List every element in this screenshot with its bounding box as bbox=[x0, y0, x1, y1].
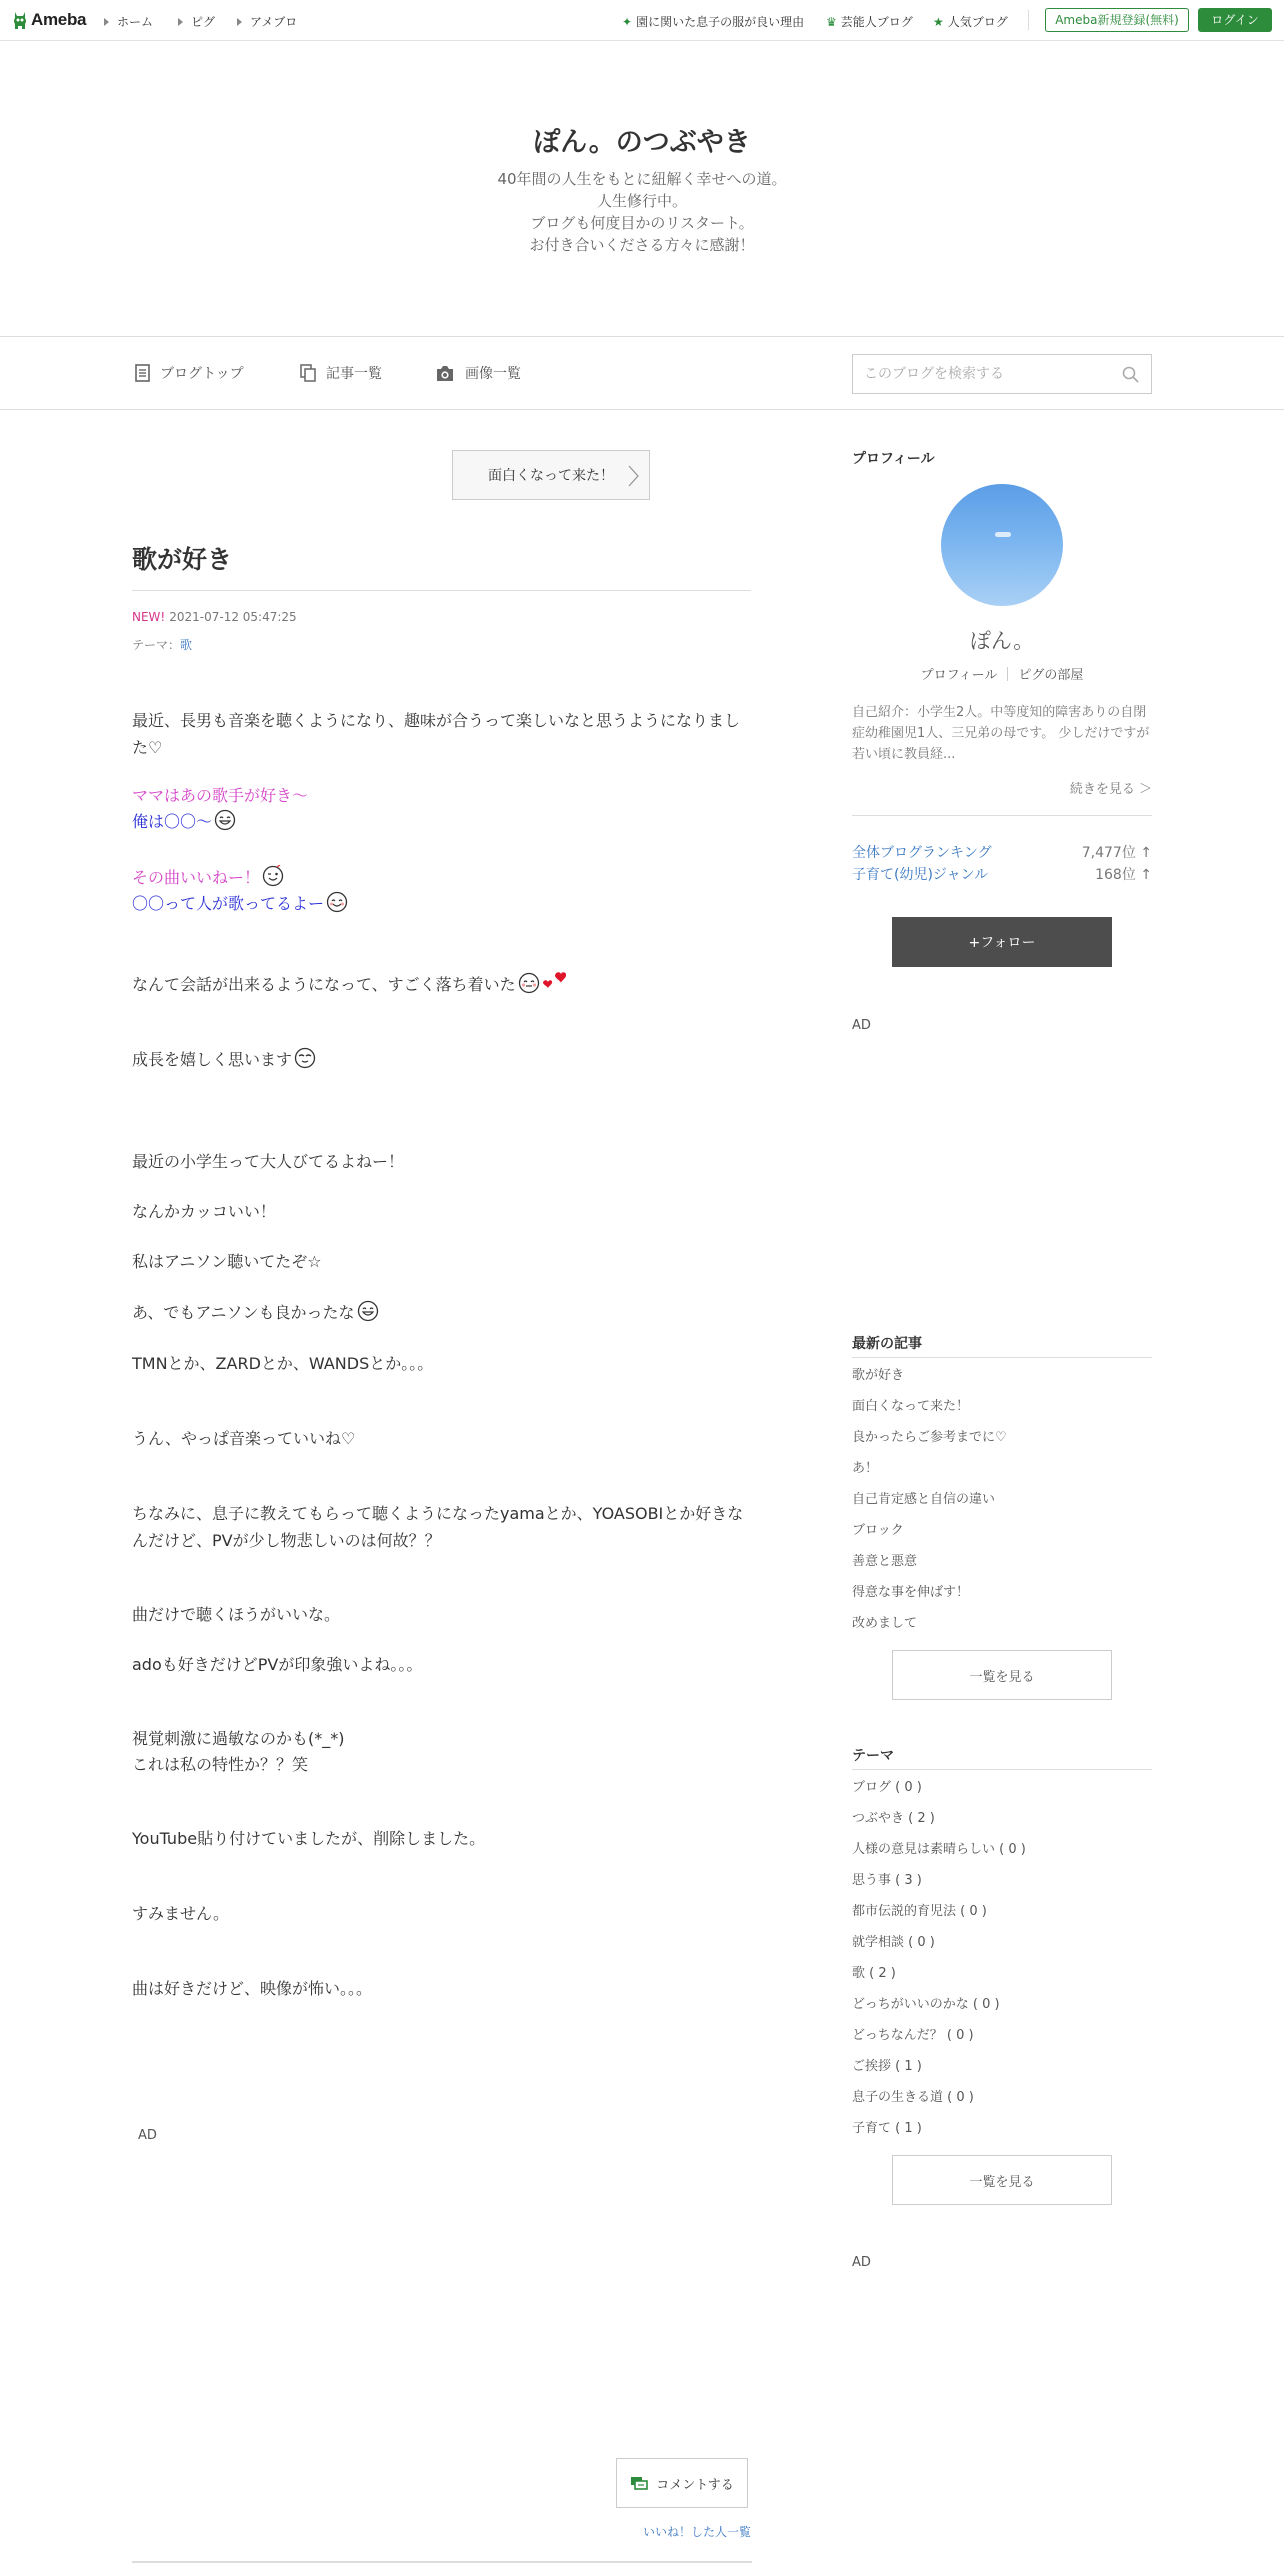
entry-paragraph: YouTube貼り付けていましたが、削除しました。 bbox=[132, 1829, 486, 1848]
pig-room-link[interactable]: ピグの部屋 bbox=[1018, 668, 1084, 683]
theme-link[interactable]: 子育て ( 1 ) bbox=[852, 2121, 922, 2136]
cloud-shape bbox=[995, 532, 1011, 537]
entry-paragraph: 曲だけで聴くほうがいいな。 bbox=[132, 1605, 341, 1624]
popular-blog-label: 人気ブログ bbox=[947, 15, 1008, 29]
comment-button[interactable] bbox=[616, 2458, 748, 2508]
theme-link[interactable]: 息子の生きる道 ( 0 ) bbox=[852, 2090, 974, 2105]
nav-pigg[interactable] bbox=[178, 13, 215, 30]
nav-ameblo-label: アメブロ bbox=[250, 15, 298, 29]
entry-paragraph: 視覚刺激に過敏なのかも(*_*) bbox=[132, 1729, 345, 1748]
entry-meta bbox=[132, 610, 297, 624]
entry-theme bbox=[132, 636, 192, 653]
previous-entry-button[interactable] bbox=[452, 450, 650, 500]
previous-entry-label: 面白くなって来た！ bbox=[488, 468, 614, 484]
entry-text: その曲いいねー！ bbox=[132, 868, 261, 887]
recent-article-link[interactable]: 自己肯定感と自信の違い bbox=[852, 1492, 996, 1507]
theme-link[interactable]: 歌 ( 2 ) bbox=[852, 1966, 896, 1981]
nav-pigg-label: ピグ bbox=[191, 15, 216, 29]
blog-title[interactable]: ぽん。のつぶやき bbox=[533, 127, 751, 158]
ad-label: AD bbox=[852, 2255, 871, 2270]
ad-label: AD bbox=[852, 1018, 871, 1033]
entry-paragraph: TMNとか、ZARDとか、WANDSとか。。。 bbox=[132, 1354, 434, 1373]
entry-paragraph bbox=[132, 1299, 752, 1326]
divider bbox=[1007, 667, 1008, 681]
recent-article-link[interactable]: あ！ bbox=[852, 1461, 879, 1476]
genre-ranking-link[interactable]: 子育て(幼児)ジャンル bbox=[852, 867, 989, 883]
entry-paragraph bbox=[132, 808, 752, 835]
comment-icon bbox=[630, 2476, 648, 2491]
divider bbox=[1028, 10, 1029, 30]
nav-blog-top-label: ブログトップ bbox=[160, 366, 244, 382]
entry-datetime: 2021-07-12 05:47:25 bbox=[169, 610, 297, 624]
nav-article-list[interactable] bbox=[300, 363, 382, 383]
grin-emoji-icon bbox=[214, 809, 236, 831]
wink-emoji-icon bbox=[262, 865, 284, 887]
ameba-mascot-icon bbox=[12, 9, 28, 31]
recent-heading: 最新の記事 bbox=[852, 1336, 922, 1352]
global-header bbox=[0, 0, 1284, 41]
recent-list-more-button[interactable]: 一覧を見る bbox=[892, 1650, 1112, 1700]
recent-article-link[interactable]: 歌が好き bbox=[852, 1368, 905, 1383]
blog-search bbox=[852, 354, 1152, 394]
comment-button-label: コメントする bbox=[656, 2477, 734, 2493]
entry-paragraph: 最近、長男も音楽を聴くようになり、趣味が合うって楽しいなと思うようになりました♡ bbox=[132, 711, 741, 757]
theme-link[interactable]: どっちがいいのかな ( 0 ) bbox=[852, 1997, 1000, 2012]
ranking-value: 7,477位 ↑ bbox=[1081, 845, 1152, 861]
celebrity-blog-link[interactable] bbox=[826, 13, 913, 30]
entry-paragraph: 曲は好きだけど、映像が怖い。。。 bbox=[132, 1979, 373, 1998]
blog-header bbox=[0, 41, 1284, 337]
new-badge: NEW! bbox=[132, 610, 166, 624]
profile-link[interactable]: プロフィール bbox=[920, 668, 998, 683]
search-icon[interactable] bbox=[1122, 366, 1139, 383]
sparkle-icon: ✦ bbox=[622, 14, 633, 29]
nav-blog-top[interactable] bbox=[135, 363, 244, 383]
logo-wordmark: Ameba bbox=[31, 10, 87, 29]
entry-theme-label: テーマ： bbox=[132, 638, 181, 652]
profile-links bbox=[852, 664, 1152, 683]
register-button[interactable]: Ameba新規登録(無料) bbox=[1045, 8, 1189, 32]
entry-paragraph: 最近の小学生って大人びてるよねー！ bbox=[132, 1152, 405, 1171]
theme-link[interactable]: 人様の意見は素晴らしい ( 0 ) bbox=[852, 1842, 1026, 1857]
divider bbox=[852, 815, 1152, 816]
recent-article-link[interactable]: 改めまして bbox=[852, 1616, 918, 1631]
theme-list bbox=[852, 1778, 1026, 2150]
divider bbox=[852, 1769, 1152, 1770]
entry-paragraph: うん、やっぱ音楽っていいね♡ bbox=[132, 1429, 356, 1448]
camera-icon bbox=[435, 365, 455, 382]
entry-paragraph: これは私の特性か？？笑 bbox=[132, 1755, 309, 1774]
divider bbox=[852, 1357, 1152, 1358]
nav-image-list[interactable] bbox=[435, 363, 521, 383]
theme-link[interactable]: 就学相談 ( 0 ) bbox=[852, 1935, 935, 1950]
celebrity-blog-label: 芸能人ブログ bbox=[840, 15, 913, 29]
likes-list-link[interactable]: いいね！した人一覧 bbox=[643, 2525, 752, 2539]
entry-text: なんて会話が出来るようになって、すごく落ち着いた bbox=[132, 975, 516, 994]
avatar[interactable] bbox=[941, 484, 1063, 606]
theme-heading: テーマ bbox=[852, 1748, 894, 1764]
entry-paragraph: adoも好きだけどPVが印象強いよね。。。 bbox=[132, 1655, 423, 1674]
profile-intro: 自己紹介：小学生2人。中等度知的障害ありの自閉症幼稚園児1人、三兄弟の母です。 少しだけですが若い頃に教員経... bbox=[852, 705, 1150, 762]
nav-article-list-label: 記事一覧 bbox=[326, 366, 382, 382]
blush-emoji-icon bbox=[518, 972, 540, 994]
entry-paragraph bbox=[132, 890, 752, 917]
chevron-right-icon bbox=[627, 465, 639, 487]
popular-blog-link[interactable] bbox=[933, 13, 1008, 30]
theme-link[interactable]: 都市伝説的育児法 ( 0 ) bbox=[852, 1904, 987, 1919]
content-emoji-icon bbox=[294, 1047, 316, 1069]
theme-list-more-button[interactable]: 一覧を見る bbox=[892, 2155, 1112, 2205]
nav-home[interactable] bbox=[104, 13, 153, 30]
entry-paragraph bbox=[132, 864, 752, 891]
divider bbox=[132, 590, 751, 591]
ameba-logo[interactable] bbox=[12, 9, 86, 31]
triangle-right-icon bbox=[178, 18, 183, 26]
entry-paragraph: 私はアニソン聴いてたぞ☆ bbox=[132, 1252, 322, 1271]
entry-title[interactable]: 歌が好き bbox=[132, 545, 233, 574]
theme-link[interactable]: ブログ ( 0 ) bbox=[852, 1780, 922, 1795]
theme-link[interactable]: どっちなんだ？ ( 0 ) bbox=[852, 2028, 974, 2043]
crown-icon: ♛ bbox=[826, 14, 837, 29]
theme-link[interactable]: つぶやき ( 2 ) bbox=[852, 1811, 935, 1826]
entry-paragraph bbox=[132, 968, 752, 998]
profile-more-link[interactable]: 続きを見る ＞ bbox=[1069, 782, 1152, 797]
entry-paragraph: ちなみに、息子に教えてもらって聴くようになったyamaとか、YOASOBIとか好きなんだけど、PVが少し物悲しいのは何故？？ bbox=[132, 1504, 744, 1550]
promo-link[interactable] bbox=[622, 13, 804, 30]
triangle-right-icon bbox=[104, 18, 109, 26]
promo-link-label: 園に関いた息子の服が良い理由 bbox=[636, 15, 805, 29]
login-button[interactable]: ログイン bbox=[1198, 8, 1272, 32]
recent-article-link[interactable]: 得意な事を伸ばす！ bbox=[852, 1585, 970, 1600]
entry-text: 俺は〇〇〜 bbox=[132, 812, 213, 831]
entry-text: あ、でもアニソンも良かったな bbox=[132, 1303, 355, 1322]
profile-name[interactable]: ぽん。 bbox=[969, 629, 1035, 653]
recent-articles-list bbox=[852, 1366, 1007, 1645]
entry-paragraph: なんかカッコいい！ bbox=[132, 1202, 276, 1221]
copy-icon bbox=[300, 364, 316, 382]
divider bbox=[132, 2561, 752, 2563]
entry-text: 成長を嬉しく思います bbox=[132, 1050, 293, 1069]
follow-button[interactable]: +フォロー bbox=[892, 917, 1112, 967]
blog-nav-bar bbox=[0, 336, 1284, 410]
grin-emoji-icon bbox=[357, 1300, 379, 1322]
triangle-right-icon bbox=[237, 18, 242, 26]
hearts-icon bbox=[540, 968, 566, 994]
nav-home-label: ホーム bbox=[117, 15, 154, 29]
star-icon: ★ bbox=[933, 14, 944, 29]
blog-description-line: 40年間の人生をもとに紐解く幸せへの道。 bbox=[497, 170, 787, 188]
blog-description-line: お付き合いくださる方々に感謝！ bbox=[529, 236, 755, 254]
document-icon bbox=[135, 364, 150, 382]
smile-emoji-icon bbox=[326, 891, 348, 913]
entry-text: 〇〇って人が歌ってるよー bbox=[132, 894, 325, 913]
entry-theme-link[interactable]: 歌 bbox=[180, 638, 193, 652]
nav-ameblo[interactable] bbox=[237, 13, 297, 30]
nav-image-list-label: 画像一覧 bbox=[465, 366, 521, 382]
ranking-value: 168位 ↑ bbox=[1095, 867, 1152, 883]
recent-article-link[interactable]: 良かったらご参考までに♡ bbox=[852, 1430, 1007, 1445]
entry-paragraph: すみません。 bbox=[132, 1904, 229, 1923]
entry-paragraph: ママはあの歌手が好き〜 bbox=[132, 786, 309, 805]
recent-article-link[interactable]: 面白くなって来た！ bbox=[852, 1399, 970, 1414]
search-input[interactable] bbox=[853, 355, 1113, 393]
blog-description-line: 人生修行中。 bbox=[596, 192, 687, 210]
blog-description-line: ブログも何度目かのリスタート。 bbox=[530, 214, 754, 232]
overall-ranking-link[interactable]: 全体ブログランキング bbox=[852, 845, 992, 861]
recent-article-link[interactable]: ブロック bbox=[852, 1523, 904, 1538]
entry-paragraph bbox=[132, 1046, 752, 1073]
theme-link[interactable]: 思う事 ( 3 ) bbox=[852, 1873, 922, 1888]
ad-label: AD bbox=[138, 2128, 157, 2143]
theme-link[interactable]: ご挨拶 ( 1 ) bbox=[852, 2059, 922, 2074]
recent-article-link[interactable]: 善意と悪意 bbox=[852, 1554, 918, 1569]
profile-heading: プロフィール bbox=[852, 451, 935, 467]
